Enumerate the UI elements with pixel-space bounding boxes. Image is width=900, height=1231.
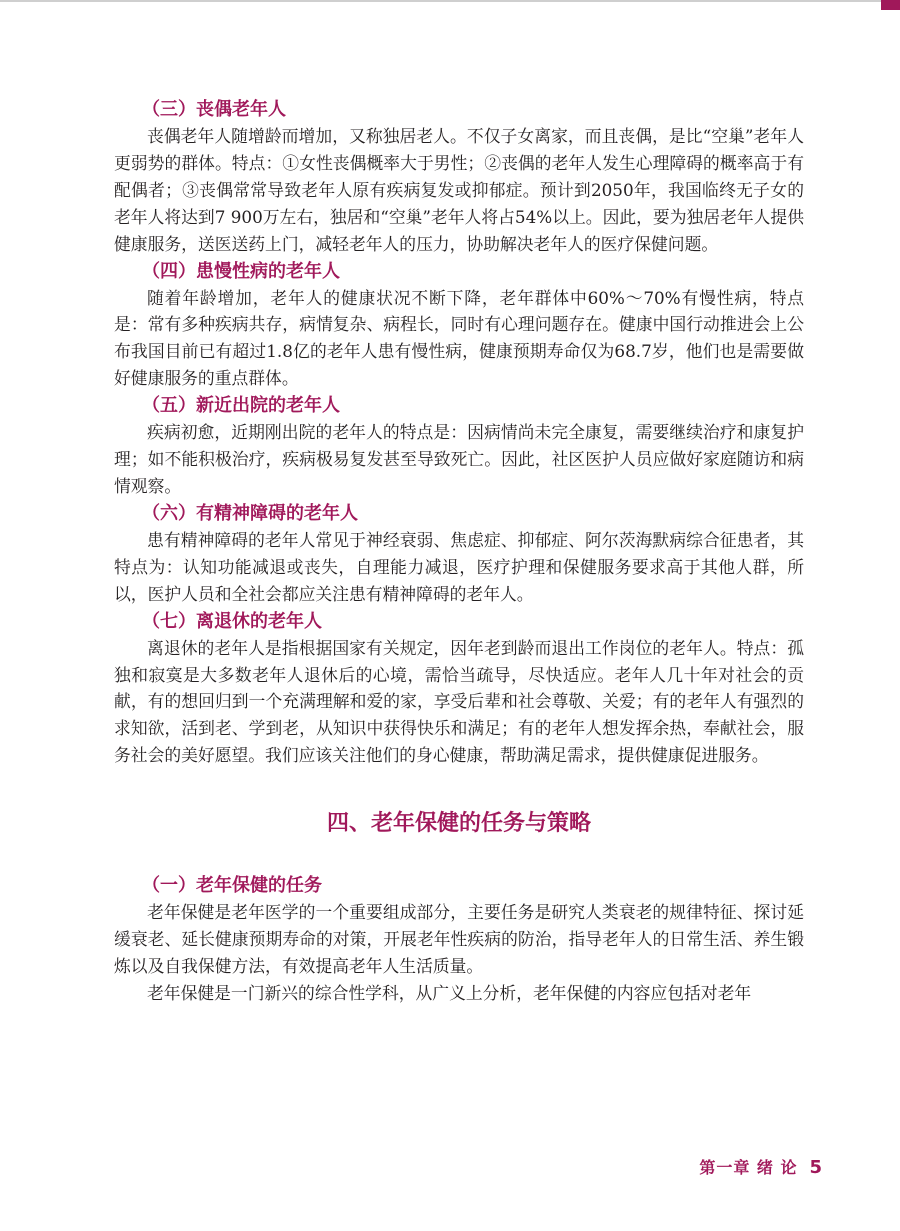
chapter-label: 第一章 绪 论 [699, 1158, 798, 1177]
paragraph-retired: 离退休的老年人是指根据国家有关规定，因年老到龄而退出工作岗位的老年人。特点：孤独和寂寞是大多数老年人退休后的心境，需恰当疏导，尽快适应。老年人几十年对社会的贡献，有的想回归到一个充满理解和爱的家，享受后辈和社会尊敬、关爱；有的老年人有强烈的求知欲，活到老、学到老，从知识中获得快乐和满足；有的老年人想发挥余热，奉献社会，服务社会的美好愿望。我们应该关注他们的身心健康，帮助满足需求，提供健康促进服务。 [114, 637, 804, 766]
corner-color-tab [881, 0, 900, 10]
subheading-chronic-illness: （四）患慢性病的老年人 [142, 260, 340, 282]
paragraph-healthcare-tasks: 老年保健是老年医学的一个重要组成部分，主要任务是研究人类衰老的规律特征、探讨延缓衰老、延长健康预期寿命的对策，开展老年性疾病的防治，指导老年人的日常生活、养生锻炼以及自我保健方法，有效提高老年人生活质量。 [114, 902, 804, 976]
paragraph-widowed: 丧偶老年人随增龄而增加，又称独居老人。不仅子女离家，而且丧偶，是比“空巢”老年人更弱势的群体。特点：①女性丧偶概率大于男性；②丧偶的老年人发生心理障碍的概率高于有配偶者；③丧偶常常导致老年人原有疾病复发或抑郁症。预计到2050年，我国临终无子女的老年人将达到7 900万左右，独居和“空巢”老年人将占54%以上。因此，要为独居老年人提供健康服务，送医送药上门，减轻老年人的压力，协助解决老年人的医疗保健问题。 [114, 126, 804, 254]
paragraph-chronic-illness: 随着年龄增加，老年人的健康状况不断下降，老年群体中60%～70%有慢性病，特点是：常有多种疾病共存，病情复杂、病程长，同时有心理问题存在。健康中国行动推进会上公布我国目前已有超过1.8亿的老年人患有慢性病，健康预期寿命仅为68.7岁，他们也是需要做好健康服务的重点群体。 [114, 287, 804, 389]
section-title: 四、老年保健的任务与策略 [326, 811, 591, 837]
paragraph-mental-disorder: 患有精神障碍的老年人常见于神经衰弱、焦虑症、抑郁症、阿尔茨海默病综合征患者，其特点为：认知功能减退或丧失，自理能力减退，医疗护理和保健服务要求高于其他人群，所以，医护人员和全社会都应关注患有精神障碍的老年人。 [114, 529, 804, 604]
subheading-recently-discharged: （五）新近出院的老年人 [142, 395, 340, 417]
paragraph-recently-discharged: 疾病初愈，近期刚出院的老年人的特点是：因病情尚未完全康复，需要继续治疗和康复护理；如不能积极治疗，疾病极易复发甚至导致死亡。因此，社区医护人员应做好家庭随访和病情观察。 [114, 422, 804, 496]
top-rule [0, 0, 900, 2]
page-body [114, 96, 804, 1007]
subheading-mental-disorder: （六）有精神障碍的老年人 [142, 502, 358, 524]
paragraph-healthcare-discipline: 老年保健是一门新兴的综合性学科，从广义上分析，老年保健的内容应包括对老年 [147, 982, 752, 1003]
subheading-widowed: （三）丧偶老年人 [142, 99, 286, 120]
page-footer [699, 1155, 822, 1178]
page-number: 5 [809, 1157, 822, 1178]
subheading-retired: （七）离退休的老年人 [142, 610, 322, 632]
subheading-healthcare-tasks: （一）老年保健的任务 [142, 875, 322, 897]
